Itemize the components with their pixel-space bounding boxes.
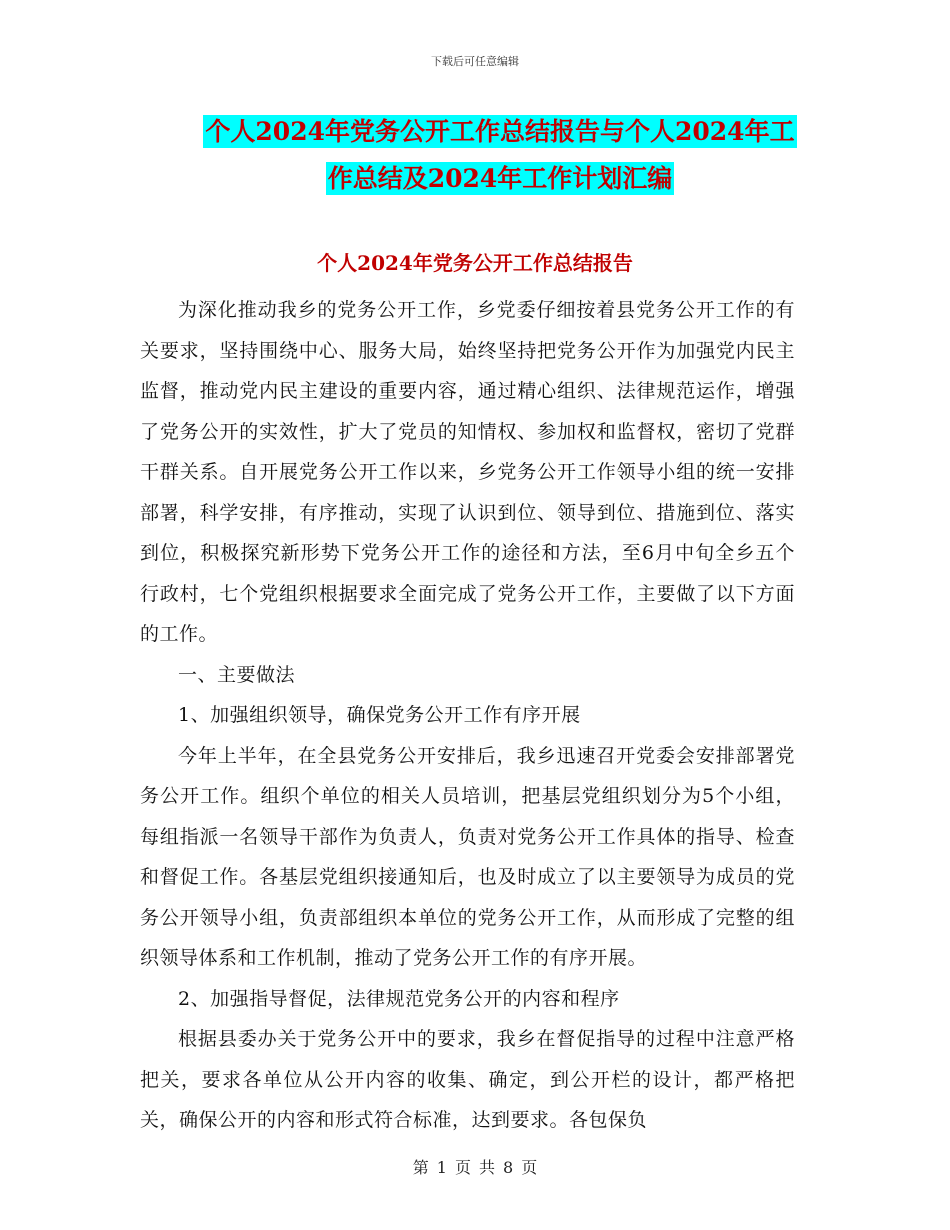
document-title-line1: 个人2024年党务公开工作总结报告与个人2024年工 — [205, 117, 795, 146]
page-header-note: 下载后可任意编辑 — [431, 55, 519, 68]
footer-total-pages: 8 — [503, 1158, 514, 1177]
paragraph-item-1: 今年上半年，在全县党务公开安排后，我乡迅速召开党委会安排部署党务公开工作。组织个单位的相关人员培训，把基层党组织划分为5个小组，每组指派一名领导干部作为负责人，负责对党务公开工作具体的指导、检查和督促工作。各基层党组织接通知后，也及时成立了以主要领导为成员的党务公开领导小组，负责部组织本单位的党务公开工作，从而形成了完整的组织领导体系和工作机制，推动了党务公开工作的有序开展。 — [140, 744, 795, 969]
document-title — [140, 108, 860, 202]
paragraph-item-2: 根据县委办关于党务公开中的要求，我乡在督促指导的过程中注意严格把关，要求各单位从公开内容的收集、确定，到公开栏的设计，都严格把关，确保公开的内容和形式符合标准，达到要求。各包保负 — [140, 1028, 795, 1131]
heading-item-1: 1、加强组织领导，确保党务公开工作有序开展 — [178, 704, 581, 726]
section-title: 个人2024年党务公开工作总结报告 — [317, 251, 633, 275]
footer-suffix: 页 — [521, 1158, 538, 1177]
paragraph-intro: 为深化推动我乡的党务公开工作，乡党委仔细按着县党务公开工作的有关要求，坚持围绕中心、服务大局，始终坚持把党务公开作为加强党内民主监督，推动党内民主建设的重要内容，通过精心组织、法律规范运作，增强了党务公开的实效性，扩大了党员的知情权、参加权和监督权，密切了党群干群关系。自开展党务公开工作以来，乡党务公开工作领导小组的统一安排部署，科学安排，有序推动，实现了认识到位、领导到位、措施到位、落实到位，积极探究新形势下党务公开工作的途径和方法，至6月中旬全乡五个行政村，七个党组织根据要求全面完成了党务公开工作，主要做了以下方面的工作。 — [140, 299, 795, 645]
heading-item-2: 2、加强指导督促，法律规范党务公开的内容和程序 — [178, 987, 620, 1010]
footer-prefix: 第 — [412, 1158, 429, 1177]
footer-page-number: 1 — [436, 1158, 447, 1177]
footer-page-unit: 页 — [454, 1158, 471, 1177]
footer-total-prefix: 共 — [479, 1158, 496, 1177]
document-body — [140, 290, 795, 1141]
heading-main-practices: 一、主要做法 — [178, 663, 296, 686]
page-footer — [0, 1155, 950, 1178]
document-title-line2: 作总结及2024年工作计划汇编 — [327, 164, 673, 193]
